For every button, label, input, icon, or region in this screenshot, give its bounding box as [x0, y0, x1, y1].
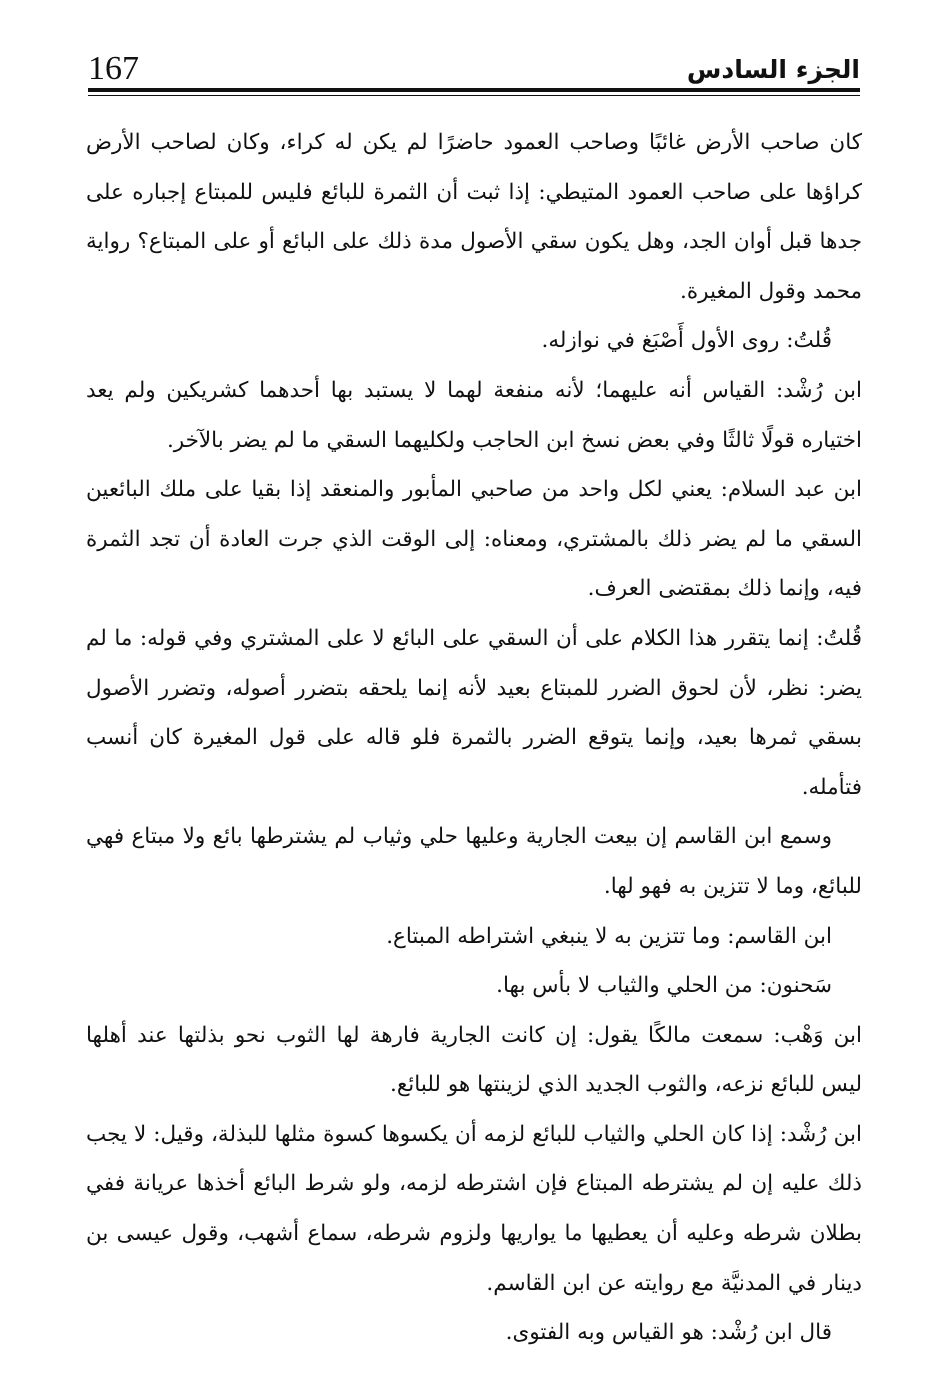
paragraph: كان صاحب الأرض غائبًا وصاحب العمود حاضرًا لم يكن له كراء، وكان لصاحب الأرض كراؤها على صاحب العمود المتيطي: إذا ثبت أن الثمرة للبائع فليس للمبتاع إجباره على جدها قبل أوان الجد، وهل يكون سقي الأصول مدة ذلك على البائع أو على المبتاع؟ رواية محمد وقول المغيرة.: [86, 130, 862, 304]
paragraph: وسمع ابن القاسم إن بيعت الجارية وعليها حلي وثياب لم يشترطها بائع ولا مبتاع فهي للبائع، وما لا تتزين به فهو لها.: [86, 824, 862, 899]
page-number: 167: [88, 50, 139, 87]
header-rule-thick: [88, 88, 860, 92]
paragraph: قُلتُ: روى الأول أَصْبَغ في نوازله.: [541, 328, 832, 354]
body-text: [86, 118, 862, 1358]
paragraph: قُلتُ: إنما يتقرر هذا الكلام على أن السقي على البائع لا على المشتري وفي قوله: ما لم يضر: نظر، لأن لحوق الضرر للمبتاع بعيد لأنه إنما يلحقه بتضرر أصوله، وتضرر الأصول بسقي ثمرها بعيد، وإنما يتوقع الضرر بالثمرة فلو قاله على قول المغيرة كان أنسب فتأمله.: [86, 625, 862, 800]
paragraph: قال ابن رُشْد: هو القياس وبه الفتوى.: [505, 1320, 832, 1346]
header-rule-thin: [88, 95, 860, 96]
paragraph: ابن وَهْب: سمعت مالكًا يقول: إن كانت الجارية فارهة لها الثوب نحو بذلتها عند أهلها ليس للبائع نزعه، والثوب الجديد الذي لزينتها هو للبائع.: [86, 1022, 862, 1098]
part-title: الجزء السادس: [686, 55, 860, 84]
paragraph: ابن رُشْد: القياس أنه عليهما؛ لأنه منفعة لهما لا يستبد بها أحدهما كشريكين ولم يعد اختياره قولًا ثالثًا وفي بعض نسخ ابن الحاجب ولكليهما السقي ما لم يضر بالآخر.: [86, 377, 862, 453]
paragraph: ابن عبد السلام: يعني لكل واحد من صاحبي المأبور والمنعقد إذا بقيا على ملك البائعين السقي ما لم يضر ذلك بالمشتري، ومعناه: إلى الوقت الذي جرت العادة أن تجد الثمرة فيه، وإنما ذلك بمقتضى العرف.: [86, 477, 862, 602]
paragraph: ابن القاسم: وما تتزين به لا ينبغي اشتراطه المبتاع.: [386, 923, 832, 949]
paragraph: سَحنون: من الحلي والثياب لا بأس بها.: [496, 973, 832, 999]
paragraph: ابن رُشْد: إذا كان الحلي والثياب للبائع لزمه أن يكسوها كسوة مثلها للبذلة، وقيل: لا يجب ذلك عليه إن لم يشترطه المبتاع فإن اشترطه لزمه، ولو شرط البائع أخذها عريانة ففي بطلان شرطه وعليه أن يعطيها ما يواريها ولزوم شرطه، سماع أشهب، وقول عيسى بن دينار في المدنيَّة مع روايته عن ابن القاسم.: [86, 1121, 862, 1296]
